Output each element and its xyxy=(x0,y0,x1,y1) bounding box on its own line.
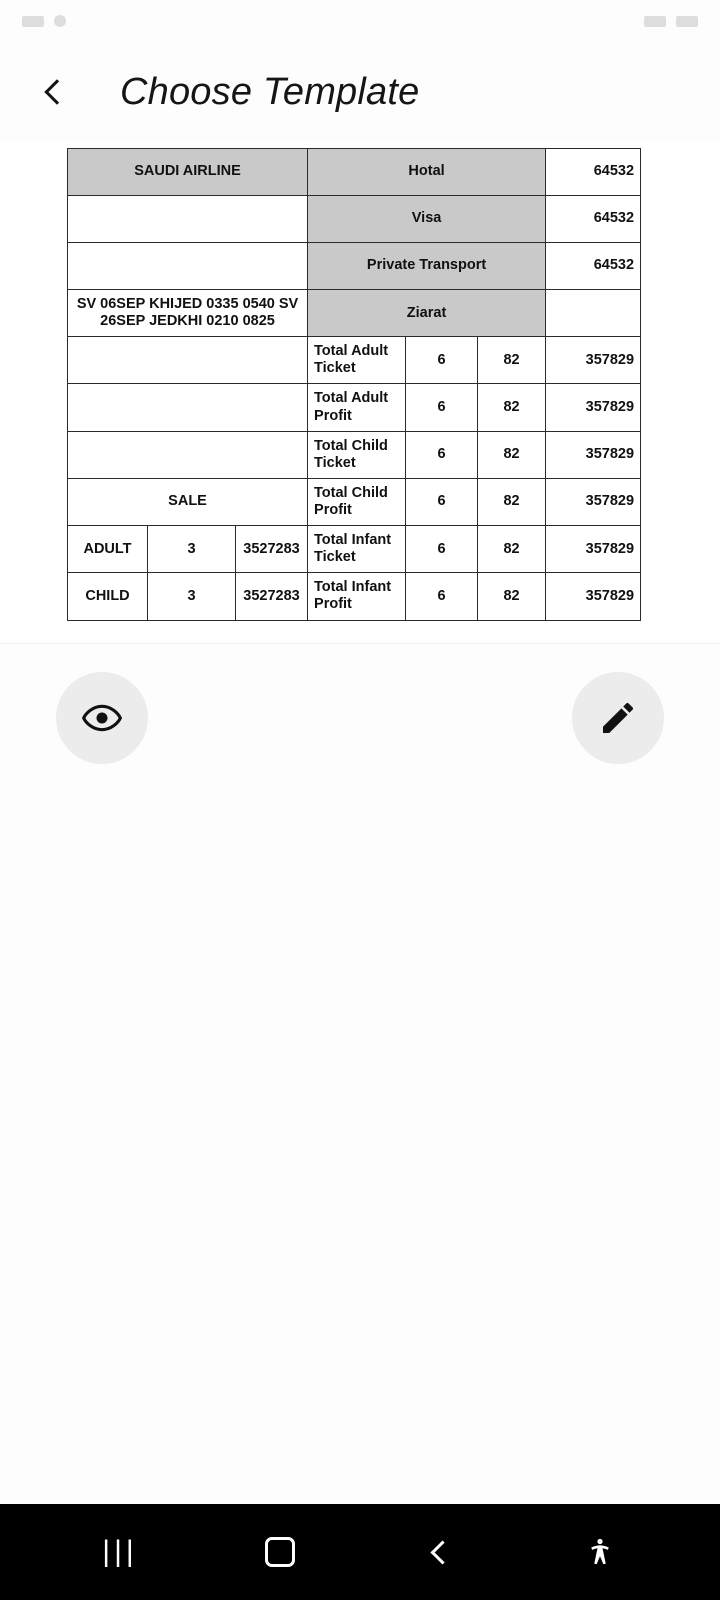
system-nav-bar xyxy=(0,1504,720,1600)
table-cell xyxy=(546,290,641,337)
table-cell: 64532 xyxy=(546,196,641,243)
signal-icon xyxy=(22,16,44,27)
pencil-icon xyxy=(598,698,638,738)
status-bar xyxy=(0,0,720,42)
table-cell: 3 xyxy=(148,573,236,620)
table-cell xyxy=(68,243,308,290)
table-cell: SALE xyxy=(68,478,308,525)
table-cell: 82 xyxy=(478,526,546,573)
table-cell: 3527283 xyxy=(236,526,308,573)
table-cell xyxy=(68,384,308,431)
table-cell: 64532 xyxy=(546,149,641,196)
table-cell: 6 xyxy=(406,526,478,573)
accessibility-icon xyxy=(585,1535,615,1569)
table-cell: 3527283 xyxy=(236,573,308,620)
table-cell: 357829 xyxy=(546,337,641,384)
table-cell: Total Infant Ticket xyxy=(308,526,406,573)
table-cell xyxy=(68,431,308,478)
table-cell: Private Transport xyxy=(308,243,546,290)
action-button-row xyxy=(0,643,720,793)
recents-icon: ||| xyxy=(102,1535,138,1568)
table-row xyxy=(68,431,641,478)
nav-accessibility-button[interactable] xyxy=(558,1510,642,1594)
content-spacer xyxy=(0,793,720,1504)
table-cell xyxy=(68,196,308,243)
table-cell: Total Child Ticket xyxy=(308,431,406,478)
preview-template-button[interactable] xyxy=(56,672,148,764)
edit-template-button[interactable] xyxy=(572,672,664,764)
table-row xyxy=(68,243,641,290)
table-cell xyxy=(68,337,308,384)
table-cell: Ziarat xyxy=(308,290,546,337)
table-row xyxy=(68,149,641,196)
table-cell: 64532 xyxy=(546,243,641,290)
table-cell: Total Infant Profit xyxy=(308,573,406,620)
home-icon xyxy=(265,1537,295,1567)
table-cell: 82 xyxy=(478,573,546,620)
table-cell: 357829 xyxy=(546,431,641,478)
table-row xyxy=(68,526,641,573)
app-bar xyxy=(0,42,720,142)
table-cell: Total Adult Ticket xyxy=(308,337,406,384)
table-cell: 82 xyxy=(478,384,546,431)
table-cell: 6 xyxy=(406,478,478,525)
back-button[interactable] xyxy=(26,64,82,120)
table-row xyxy=(68,290,641,337)
table-cell: ADULT xyxy=(68,526,148,573)
nav-back-button[interactable] xyxy=(398,1510,482,1594)
invoice-template-table xyxy=(67,148,641,621)
battery-icon xyxy=(644,16,666,27)
table-cell: 82 xyxy=(478,478,546,525)
status-bar-left-icons xyxy=(22,15,66,27)
table-cell: 82 xyxy=(478,431,546,478)
page-title: Choose Template xyxy=(120,70,420,113)
table-cell: Total Adult Profit xyxy=(308,384,406,431)
status-bar-right-icons xyxy=(644,16,698,27)
table-cell: 6 xyxy=(406,384,478,431)
table-cell: 357829 xyxy=(546,526,641,573)
wifi-icon xyxy=(54,15,66,27)
template-preview-card[interactable] xyxy=(0,142,720,643)
table-cell: SV 06SEP KHIJED 0335 0540 SV 26SEP JEDKHI 0210 0825 xyxy=(68,290,308,337)
table-cell: 6 xyxy=(406,431,478,478)
clock-icon xyxy=(676,16,698,27)
table-row xyxy=(68,384,641,431)
table-cell: Visa xyxy=(308,196,546,243)
nav-recents-button[interactable] xyxy=(78,1510,162,1594)
table-row xyxy=(68,573,641,620)
back-icon xyxy=(44,79,69,104)
eye-icon xyxy=(82,698,122,738)
back-icon xyxy=(430,1540,454,1564)
table-cell: 357829 xyxy=(546,573,641,620)
table-cell: 357829 xyxy=(546,384,641,431)
table-cell: 82 xyxy=(478,337,546,384)
table-row xyxy=(68,196,641,243)
table-cell: 357829 xyxy=(546,478,641,525)
table-row xyxy=(68,337,641,384)
table-body xyxy=(68,149,641,621)
table-cell: 6 xyxy=(406,337,478,384)
table-row xyxy=(68,478,641,525)
table-cell: Total Child Profit xyxy=(308,478,406,525)
table-cell: SAUDI AIRLINE xyxy=(68,149,308,196)
nav-home-button[interactable] xyxy=(238,1510,322,1594)
table-cell: Hotal xyxy=(308,149,546,196)
table-cell: 6 xyxy=(406,573,478,620)
table-cell: 3 xyxy=(148,526,236,573)
table-cell: CHILD xyxy=(68,573,148,620)
